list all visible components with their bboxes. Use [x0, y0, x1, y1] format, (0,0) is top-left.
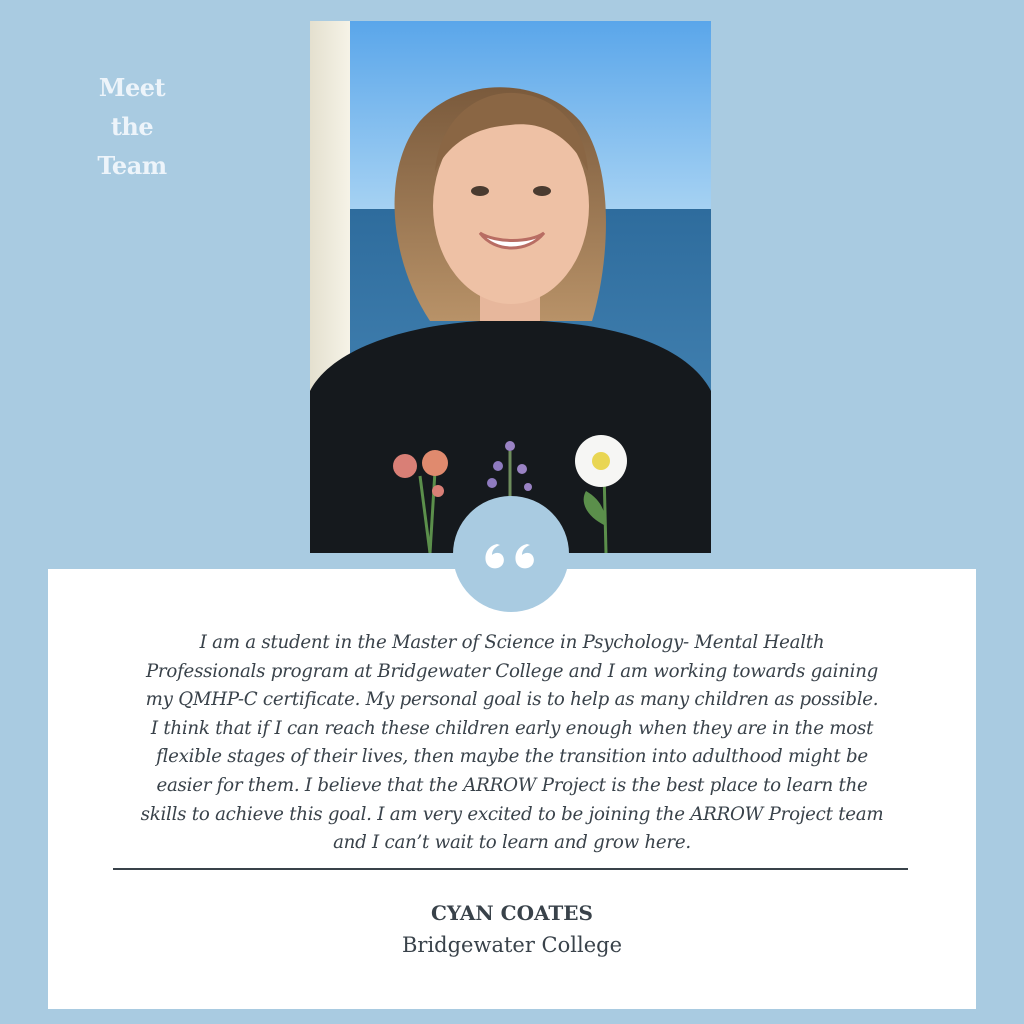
heading-line-team: Team	[97, 151, 167, 180]
heading-line-the: the	[110, 112, 154, 141]
quote-badge	[453, 496, 569, 612]
quote-mark-icon	[453, 496, 569, 612]
quote-line: Professionals program at Bridgewater College and I am working towards gaining	[145, 660, 879, 682]
meet-the-team-heading	[80, 68, 184, 185]
testimonial-quote	[60, 629, 964, 858]
quote-line: my QMHP-C certificate. My personal goal is to help as many children as possible.	[145, 689, 879, 711]
quote-line: I am a student in the Master of Science in Psychology- Mental Health	[199, 632, 825, 653]
heading-line-meet: Meet	[98, 73, 166, 102]
quote-line: I think that if I can reach these children early enough when they are in the most	[150, 717, 874, 739]
quote-line: flexible stages of their lives, then maybe the transition into adulthood might be	[156, 746, 868, 768]
person-name: CYAN COATES	[430, 901, 593, 925]
divider	[113, 868, 908, 870]
person-school: Bridgewater College	[401, 933, 623, 957]
profile-photo	[310, 21, 711, 553]
quote-line: easier for them. I believe that the ARROW Project is the best place to learn the	[156, 774, 868, 796]
quote-line: and I can’t wait to learn and grow here.	[333, 832, 691, 854]
quote-line: skills to achieve this goal. I am very excited to be joining the ARROW Project team	[140, 803, 884, 825]
